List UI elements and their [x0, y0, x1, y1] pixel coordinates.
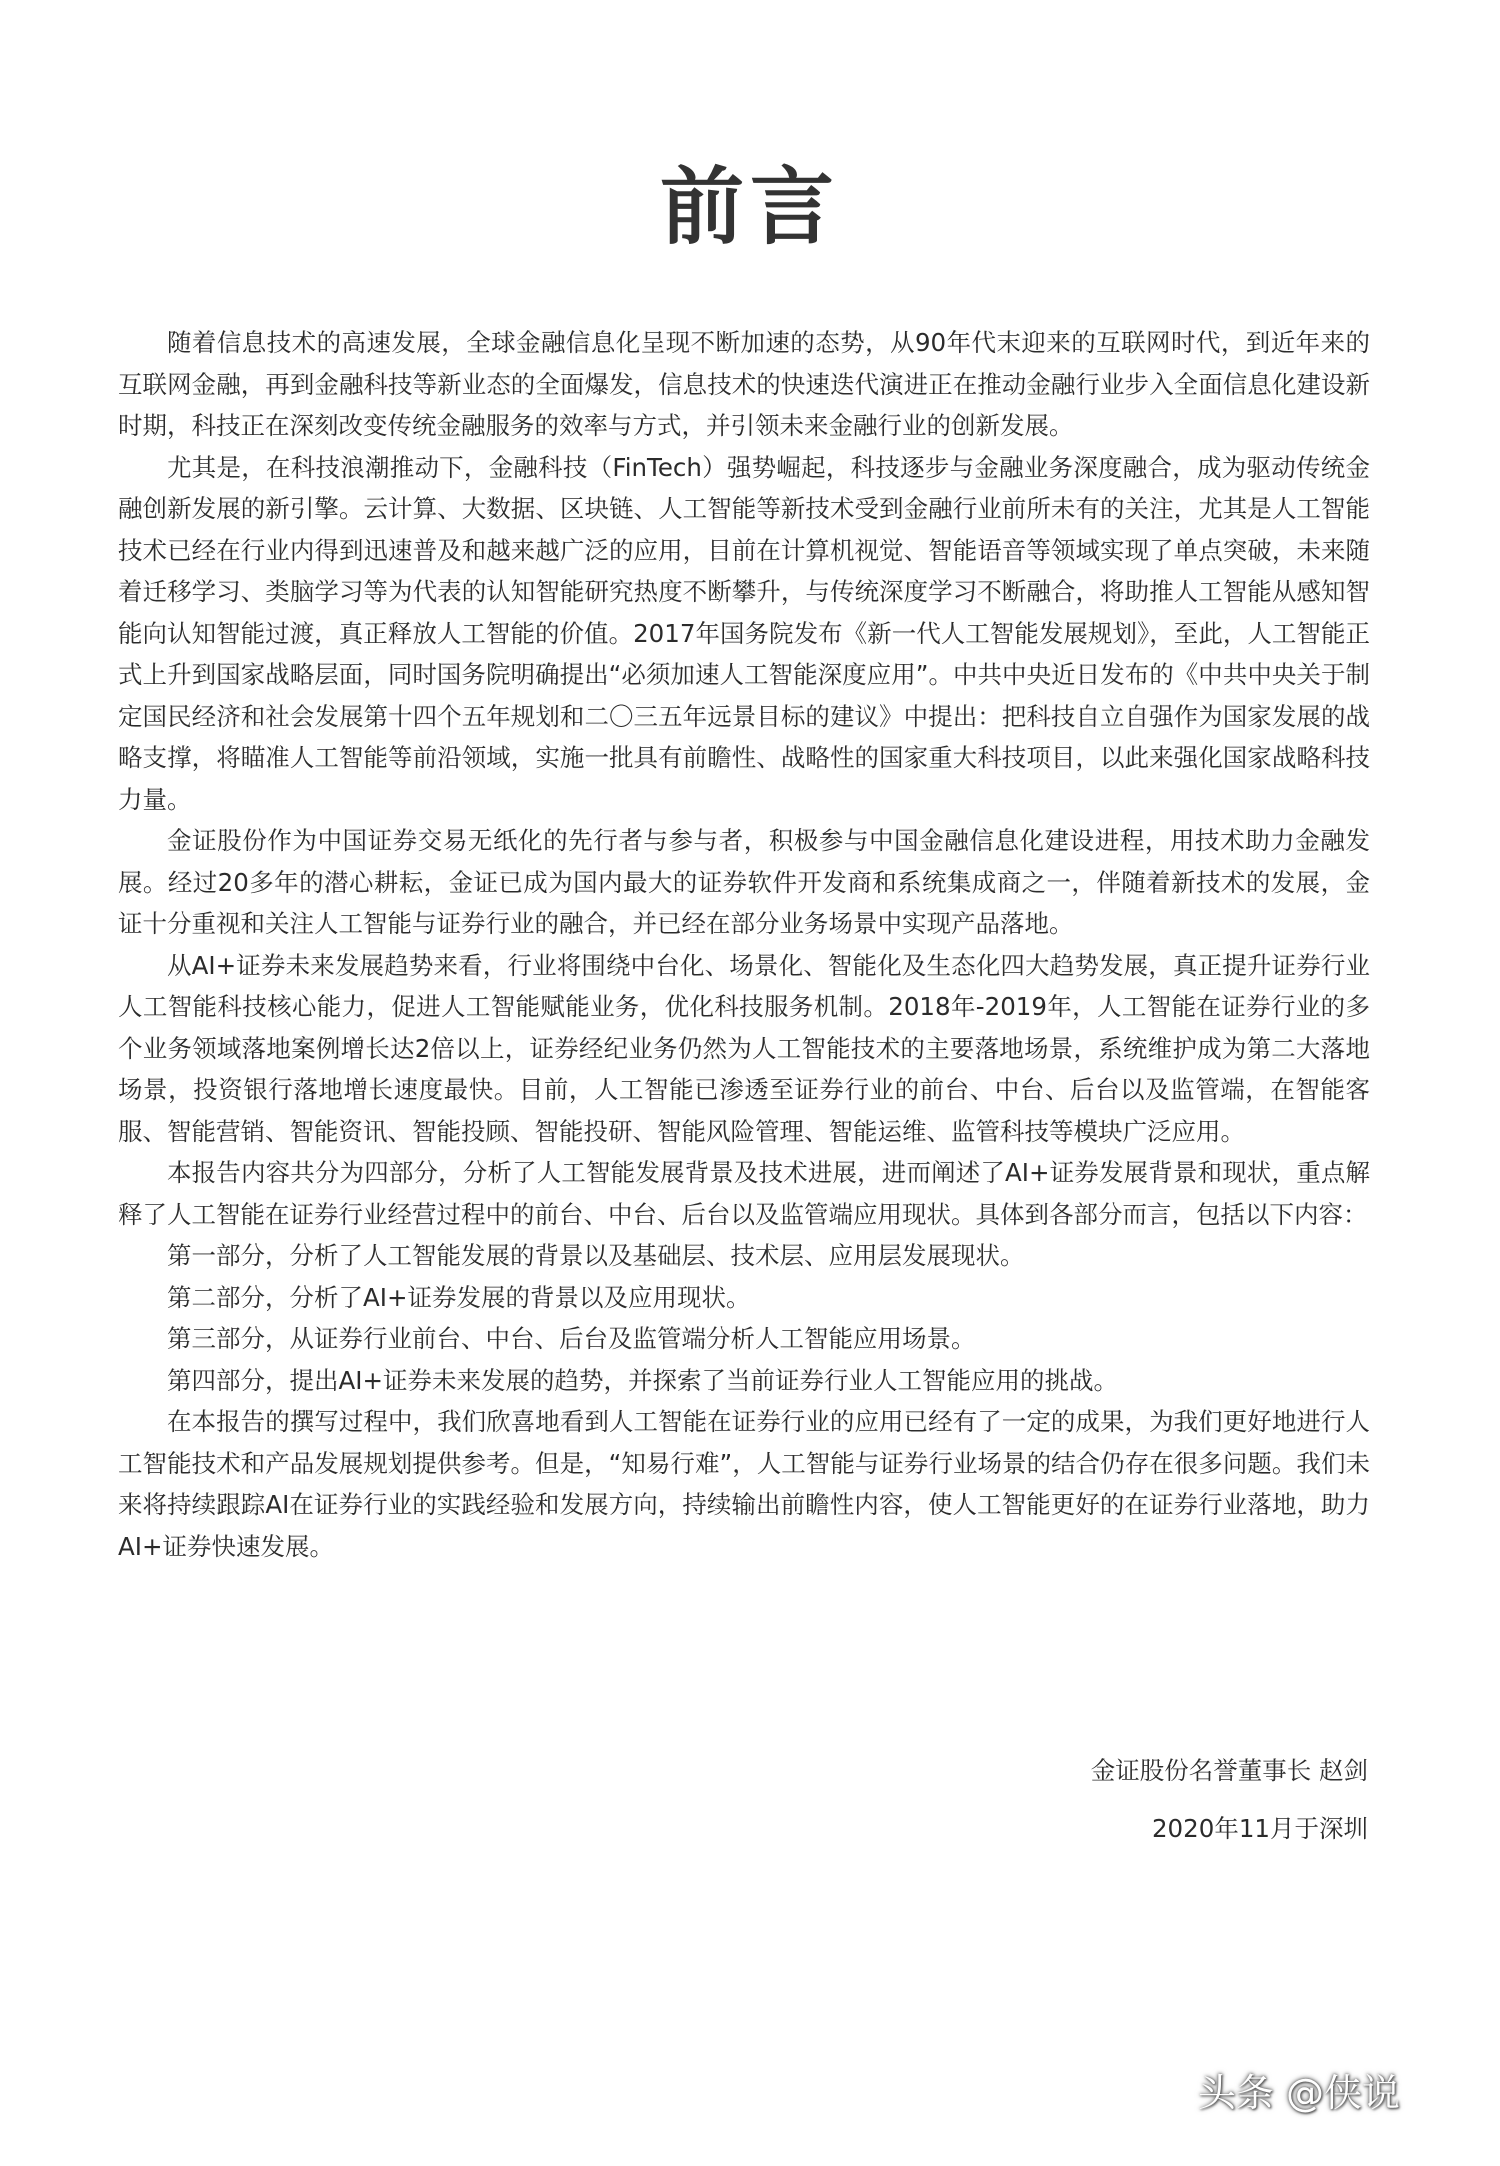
paragraph: 在本报告的撰写过程中，我们欣喜地看到人工智能在证券行业的应用已经有了一定的成果，为我们更好地进行人工智能技术和产品发展规划提供参考。但是，“知易行难”，人工智能与证券行业场景的结合仍存在很多问题。我们未来将持续跟踪AI在证券行业的实践经验和发展方向，持续输出前瞻性内容，使人工智能更好的在证券行业落地，助力AI+证券快速发展。 — [118, 1407, 1370, 1561]
paragraph: 金证股份作为中国证券交易无纸化的先行者与参与者，积极参与中国金融信息化建设进程，用技术助力金融发展。经过20多年的潜心耕耘，金证已成为国内最大的证券软件开发商和系统集成商之一，伴随着新技术的发展，金证十分重视和关注人工智能与证券行业的融合，并已经在部分业务场景中实现产品落地。 — [118, 826, 1370, 938]
paragraph: 随着信息技术的高速发展，全球金融信息化呈现不断加速的态势，从90年代末迎来的互联网时代，到近年来的互联网金融，再到金融科技等新业态的全面爆发，信息技术的快速迭代演进正在推动金融行业步入全面信息化建设新时期，科技正在深刻改变传统金融服务的效率与方式，并引领未来金融行业的创新发展。 — [118, 328, 1370, 440]
paragraph: 从AI+证券未来发展趋势来看，行业将围绕中台化、场景化、智能化及生态化四大趋势发展，真正提升证券行业人工智能科技核心能力，促进人工智能赋能业务，优化科技服务机制。2018年-2019年，人工智能在证券行业的多个业务领域落地案例增长达2倍以上，证券经纪业务仍然为人工智能技术的主要落地场景，系统维护成为第二大落地场景，投资银行落地增长速度最快。目前，人工智能已渗透至证券行业的前台、中台、后台以及监管端，在智能客服、智能营销、智能资讯、智能投顾、智能投研、智能风险管理、智能运维、监管科技等模块广泛应用。 — [118, 950, 1370, 1146]
paragraph: 尤其是，在科技浪潮推动下，金融科技（FinTech）强势崛起，科技逐步与金融业务深度融合，成为驱动传统金融创新发展的新引擎。云计算、大数据、区块链、人工智能等新技术受到金融行业前所未有的关注，尤其是人工智能技术已经在行业内得到迅速普及和越来越广泛的应用，目前在计算机视觉、智能语音等领域实现了单点突破，未来随着迁移学习、类脑学习等为代表的认知智能研究热度不断攀升，与传统深度学习不断融合，将助推人工智能从感知智能向认知智能过渡，真正释放人工智能的价值。2017年国务院发布《新一代人工智能发展规划》，至此，人工智能正式上升到国家战略层面，同时国务院明确提出“必须加速人工智能深度应用”。中共中央近日发布的《中共中央关于制定国民经济和社会发展第十四个五年规划和二〇三五年远景目标的建议》中提出：把科技自立自强作为国家发展的战略支撑，将瞄准人工智能等前沿领域，实施一批具有前瞻性、战略性的国家重大科技项目，以此来强化国家战略科技力量。 — [118, 452, 1370, 814]
paragraph: 第二部分，分析了AI+证券发展的背景以及应用现状。 — [167, 1282, 751, 1312]
paragraph: 本报告内容共分为四部分，分析了人工智能发展背景及技术进展，进而阐述了AI+证券发展背景和现状，重点解释了人工智能在证券行业经营过程中的前台、中台、后台以及监管端应用现状。具体到各部分而言，包括以下内容： — [118, 1158, 1370, 1229]
signature-author: 金证股份名誉董事长 赵剑 — [1090, 1756, 1368, 1785]
signature-block — [1091, 1742, 1368, 1858]
paragraph: 第一部分，分析了人工智能发展的背景以及基础层、技术层、应用层发展现状。 — [167, 1241, 1025, 1270]
body-text — [118, 322, 1370, 1567]
paragraph: 第四部分，提出AI+证券未来发展的趋势，并探索了当前证券行业人工智能应用的挑战。 — [167, 1365, 1119, 1395]
watermark: 头条 @侠说 — [1197, 2071, 1400, 2115]
paragraph: 第三部分，从证券行业前台、中台、后台及监管端分析人工智能应用场景。 — [167, 1324, 976, 1353]
page-title: 前言 — [659, 158, 840, 256]
signature-date: 2020年11月于深圳 — [1151, 1814, 1368, 1843]
